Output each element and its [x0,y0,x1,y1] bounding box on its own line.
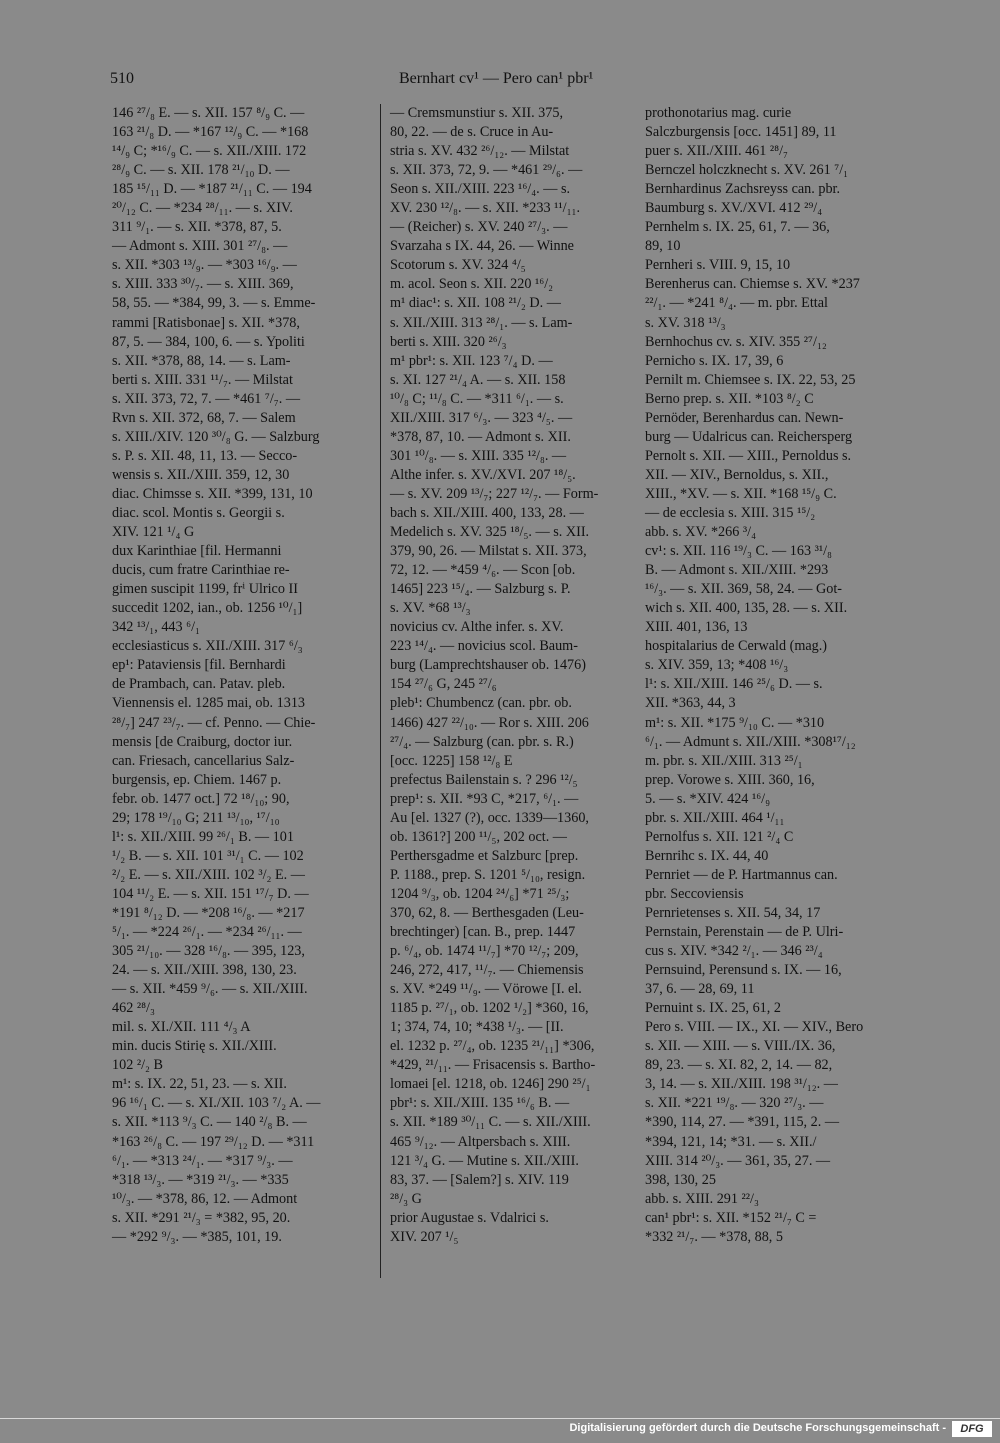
index-line: 1465] 223 ¹⁵/₄. — Salzburg s. P. [390,581,571,598]
index-line: can. Friesach, cancellarius Salz- [112,752,295,769]
index-line: *390, 114, 27. — *391, 115, 2. — [645,1114,840,1131]
index-line: Pernöder, Berenhardus can. Newn- [645,409,844,426]
index-line: Pernstain, Perenstain — de P. Ulri- [645,924,844,941]
index-line: 305 ²¹/₁₀. — 328 ¹⁶/₈. — 395, 123, [112,943,305,960]
index-line: ²²/₁. — *241 ⁸/₄. — m. pbr. Ettal [645,295,828,312]
index-line: m¹ pbr¹: s. XII. 123 ⁷/₄ D. — [390,352,553,369]
index-line: 1185 p. ²⁷/₁, ob. 1202 ¹/₂] *360, 16, [390,1000,589,1017]
index-line: 37, 6. — 28, 69, 11 [645,981,755,998]
index-line: prep. Vorowe s. XIII. 360, 16, [645,771,815,788]
index-line: Pernheri s. VIII. 9, 15, 10 [645,257,791,274]
index-line: Baumburg s. XV./XVI. 412 ²⁹/₄ [645,200,823,217]
index-line: XII. — XIV., Bernoldus, s. XII., [645,466,829,483]
index-line: hospitalarius de Cerwald (mag.) [645,638,828,655]
index-line: B. — Admont s. XII./XIII. *293 [645,562,829,579]
index-line: XIII. 314 ²⁰/₃. — 361, 35, 27. — [645,1152,831,1169]
index-line: ¹⁰/₈ C; ¹¹/₈ C. — *311 ⁶/₁. — s. [390,390,564,407]
index-column-1 [112,104,372,1247]
index-line: s. XII. *113 ⁹/₃ C. — 140 ²/₈ B. — [112,1114,307,1131]
column-rule [380,104,381,1278]
index-line: s. XII. — XIII. — s. VIII./IX. 36, [645,1038,836,1055]
index-line: prefectus Bailenstain s. ? 296 ¹²/₅ [390,771,578,788]
index-line: *191 ⁸/₁₂ D. — *208 ¹⁶/₈. — *217 [112,904,305,921]
index-line: p. ⁶/₄, ob. 1474 ¹¹/₇] *70 ¹²/₇; 209, [390,943,579,960]
index-line: berti s. XIII. 320 ²⁶/₃ [390,333,507,350]
index-line: burg — Udalricus can. Reichersperg [645,428,853,445]
index-line: m. acol. Seon s. XII. 220 ¹⁶/₂ [390,276,554,293]
index-line: 89, 23. — s. XI. 82, 2, 14. — 82, [645,1057,833,1074]
index-line: Svarzaha s IX. 44, 26. — Winne [390,238,574,255]
index-line: pleb¹: Chumbencz (can. pbr. ob. [390,695,572,712]
index-line: brechtinger) [can. B., prep. 1447 [390,924,576,941]
index-line: 102 ²/₂ B [112,1057,163,1074]
index-line: *429, ²¹/₁₁. — Frisacensis s. Bartho- [390,1057,596,1074]
index-line: 3, 14. — s. XII./XIII. 198 ³¹/₁₂. — [645,1076,838,1093]
index-line: ²/₂ E. — s. XII./XIII. 102 ³/₂ E. — [112,866,305,883]
index-line: — (Reicher) s. XV. 240 ²⁷/₃. — [390,219,568,236]
index-line: stria s. XV. 432 ²⁶/₁₂. — Milstat [390,143,570,160]
index-line: 96 ¹⁶/₁ C. — s. XI./XII. 103 ⁷/₂ A. — [112,1095,321,1112]
index-line: XIII. 401, 136, 13 [645,619,748,636]
index-line: 72, 12. — *459 ⁴/₆. — Scon [ob. [390,562,576,579]
index-line: — *292 ⁹/₃. — *385, 101, 19. [112,1228,282,1245]
index-line: XII./XIII. 317 ⁶/₃. — 323 ⁴/₅. — [390,409,573,426]
index-line: abb. s. XIII. 291 ²²/₃ [645,1190,759,1207]
index-line: Viennensis el. 1285 mai, ob. 1313 [112,695,306,712]
index-line: ⁵/₁. — *224 ²⁶/₁. — *234 ²⁶/₁₁. — [112,924,302,941]
index-line: s. XIII./XIV. 120 ³⁰/₈ G. — Salzburg [112,428,320,445]
index-line: XIV. 121 ¹/₄ G [112,524,195,541]
index-line: burg (Lamprechtshauser ob. 1476) [390,657,586,674]
index-line: Perthersgadme et Salzburc [prep. [390,847,579,864]
index-line: XII. *363, 44, 3 [645,695,736,712]
index-line: s. P. s. XII. 48, 11, 13. — Secco- [112,447,298,464]
index-line: ecclesiasticus s. XII./XIII. 317 ⁶/₃ [112,638,303,655]
index-line: pbr. s. XII./XIII. 464 ¹/₁₁ [645,809,785,826]
index-line: *378, 87, 10. — Admont s. XII. [390,428,571,445]
index-line: P. 1188., prep. S. 1201 ⁵/₁₀, resign. [390,866,586,883]
index-line: 146 ²⁷/₈ E. — s. XII. 157 ⁸/₉ C. — [112,105,305,121]
index-line: dux Karinthiae [fil. Hermanni [112,543,282,560]
page-number: 510 [110,70,134,87]
index-line: 5. — s. *XIV. 424 ¹⁶/₉ [645,790,771,807]
index-line: 163 ²¹/₈ D. — *167 ¹²/₉ C. — *168 [112,124,309,141]
index-line: — Admont s. XIII. 301 ²⁷/₈. — [112,238,288,255]
index-line: s. XIV. 359, 13; *408 ¹⁶/₃ [645,657,789,674]
index-line: 398, 130, 25 [645,1171,716,1188]
index-column-2 [390,104,634,1247]
index-line: m. pbr. s. XII./XIII. 313 ²⁵/₁ [645,752,803,769]
index-line: ducis, cum fratre Carinthiae re- [112,562,290,579]
index-line: Pernuint s. IX. 25, 61, 2 [645,1000,781,1017]
index-line: Berno prep. s. XII. *103 ⁸/₂ C [645,390,814,407]
index-line: 1; 374, 74, 10; *438 ¹/₃. — [II. [390,1019,564,1036]
index-line: Medelich s. XV. 325 ¹⁸/₅. — s. XII. [390,524,590,541]
index-line: ⁶/₁. — *313 ²⁴/₁. — *317 ⁹/₃. — [112,1152,293,1169]
index-line: ep¹: Pataviensis [fil. Bernhardi [112,657,286,674]
index-line: berti s. XIII. 331 ¹¹/₇. — Milstat [112,371,293,388]
index-line: Salczburgensis [occ. 1451] 89, 11 [645,124,837,141]
index-line: ¹/₂ B. — s. XII. 101 ³¹/₁ C. — 102 [112,847,304,864]
index-line: Pernrietenses s. XII. 54, 34, 17 [645,904,821,921]
index-line: XV. 230 ¹²/₈. — s. XII. *233 ¹¹/₁₁. [390,200,581,217]
index-line: gimen suscipit 1199, frⁱ Ulrico II [112,581,298,598]
index-line: s. XV. 318 ¹³/₃ [645,314,726,331]
index-line: *394, 121, 14; *31. — s. XII./ [645,1133,817,1150]
index-line: ⁶/₁. — Admunt s. XII./XIII. *308¹⁷/₁₂ [645,733,856,750]
index-line: XIII., *XV. — s. XII. *168 ¹⁵/₉ C. [645,485,837,502]
index-line: s. XII. *221 ¹⁹/₈. — 320 ²⁷/₃. — [645,1095,824,1112]
index-line: prothonotarius mag. curie [645,105,792,121]
index-line: ²⁸/₃ G [390,1190,422,1207]
index-line: cv¹: s. XII. 116 ¹⁹/₃ C. — 163 ³¹/₈ [645,543,832,560]
index-line: ¹⁰/₃. — *378, 86, 12. — Admont [112,1190,298,1207]
index-line: bach s. XII./XIII. 400, 133, 28. — [390,504,584,521]
index-line: s. XV. *249 ¹¹/₉. — Vörowe [I. el. [390,981,582,998]
index-line: 185 ¹⁵/₁₁ D. — *187 ²¹/₁₁ C. — 194 [112,181,312,198]
index-line: 311 ⁹/₁. — s. XII. *378, 87, 5. [112,219,282,236]
index-line: — s. XV. 209 ¹³/₇; 227 ¹²/₇. — Form- [390,485,599,502]
index-line: 80, 22. — de s. Cruce in Au- [390,124,554,141]
index-line: Pernicho s. IX. 17, 39, 6 [645,352,784,369]
index-line: mil. s. XI./XII. 111 ⁴/₃ A [112,1019,251,1036]
index-line: 154 ²⁷/₆ G, 245 ²⁷/₆ [390,676,497,693]
index-line: l¹: s. XII./XIII. 99 ²⁶/₁ B. — 101 [112,828,294,845]
index-line: s. XII. 373, 72, 9. — *461 ²⁹/₆. — [390,162,583,179]
index-line: Pernilt m. Chiemsee s. IX. 22, 53, 25 [645,371,856,388]
index-line: Althe infer. s. XV./XVI. 207 ¹⁸/₅. [390,466,576,483]
index-line: m¹: s. IX. 22, 51, 23. — s. XII. [112,1076,287,1093]
index-line: 87, 5. — 384, 100, 6. — s. Ypoliti [112,333,305,350]
footer-credit: Digitalisierung gefördert durch die Deutsche Forschungsgemeinschaft - [569,1422,946,1434]
index-line: *163 ²⁶/₈ C. — 197 ²⁹/₁₂ D. — *311 [112,1133,315,1150]
index-line: s. XII. *378, 88, 14. — s. Lam- [112,352,291,369]
footer-rule [0,1418,1000,1419]
index-line: Pernolt s. XII. — XIII., Pernoldus s. [645,447,852,464]
index-line: Au [el. 1327 (?), occ. 1339—1360, [390,809,589,826]
index-line: s. XV. *68 ¹³/₃ [390,600,471,617]
index-line: s. XII. *291 ²¹/₃ = *382, 95, 20. [112,1209,291,1226]
index-line: 121 ³/₄ G. — Mutine s. XII./XIII. [390,1152,579,1169]
index-line: Pernhelm s. IX. 25, 61, 7. — 36, [645,219,830,236]
index-line: 246, 272, 417, ¹¹/₇. — Chiemensis [390,962,584,979]
index-line: pbr¹: s. XII./XIII. 135 ¹⁶/₆ B. — [390,1095,570,1112]
index-line: s. XIII. 333 ³⁰/₇. — s. XIII. 369, [112,276,294,293]
dfg-logo: DFG [952,1421,992,1437]
index-line: — s. XII. *459 ⁹/₆. — s. XII./XIII. [112,981,308,998]
index-line: 370, 62, 8. — Berthesgaden (Leu- [390,904,584,921]
index-line: 24. — s. XII./XIII. 398, 130, 23. [112,962,297,979]
index-line: min. ducis Stirię s. XII./XIII. [112,1038,277,1055]
index-line: ²⁸/₉ C. — s. XII. 178 ²¹/₁₀ D. — [112,162,290,179]
index-line: diac. scol. Montis s. Georgii s. [112,504,285,521]
index-line: 342 ¹³/₁, 443 ⁶/₁ [112,619,200,636]
index-line: Bernhardinus Zachsreyss can. pbr. [645,181,841,198]
index-column-3 [645,104,903,1247]
index-line: ²⁸/₇] 247 ²³/₇. — cf. Penno. — Chie- [112,714,316,731]
index-line: l¹: s. XII./XIII. 146 ²⁵/₆ D. — s. [645,676,823,693]
index-line: prior Augustae s. Vdalrici s. [390,1209,549,1226]
index-line: — de ecclesia s. XIII. 315 ¹⁵/₂ [645,504,816,521]
index-line: Bernhochus cv. s. XIV. 355 ²⁷/₁₂ [645,333,827,350]
index-line: *318 ¹³/₃. — *319 ²¹/₃. — *335 [112,1171,289,1188]
index-line: succedit 1202, ian., ob. 1256 ¹⁰/₁] [112,600,303,617]
index-line: Scotorum s. XV. 324 ⁴/₅ [390,257,526,274]
index-line: Pernriet — de P. Hartmannus can. [645,866,838,883]
index-line: 29; 178 ¹⁹/₁₀ G; 211 ¹³/₁₀, ¹⁷/₁₀ [112,809,280,826]
index-line: puer s. XII./XIII. 461 ²⁸/₇ [645,143,788,160]
index-line: ²⁰/₁₂ C. — *234 ²⁸/₁₁. — s. XIV. [112,200,293,217]
index-line: 465 ⁹/₁₂. — Altpersbach s. XIII. [390,1133,571,1150]
index-line: 462 ²⁸/₃ [112,1000,155,1017]
index-line: rammi [Ratisbonae] s. XII. *378, [112,314,300,331]
index-line: Seon s. XII./XIII. 223 ¹⁶/₄. — s. [390,181,571,198]
index-line: s. XII. *303 ¹³/₉. — *303 ¹⁶/₉. — [112,257,297,274]
index-line: lomaei [el. 1218, ob. 1246] 290 ²⁵/₁ [390,1076,591,1093]
index-line: burgensis, ep. Chiem. 1467 p. [112,771,282,788]
index-line: el. 1232 p. ²⁷/₄, ob. 1235 ²¹/₁₁] *306, [390,1038,595,1055]
index-line: 1204 ⁹/₃, ob. 1204 ²⁴/₆] *71 ²⁵/₃; [390,885,570,902]
index-line: ¹⁶/₃. — s. XII. 369, 58, 24. — Got- [645,581,842,598]
index-line: Pernsuind, Perensund s. IX. — 16, [645,962,842,979]
index-line: prep¹: s. XII. *93 C, *217, ⁶/₁. — [390,790,579,807]
index-line: 83, 37. — [Salem?] s. XIV. 119 [390,1171,569,1188]
index-line: m¹ diac¹: s. XII. 108 ²¹/₂ D. — [390,295,561,312]
index-line: s. XII./XIII. 313 ²⁸/₁. — s. Lam- [390,314,573,331]
index-line: abb. s. XV. *266 ³/₄ [645,524,757,541]
index-line: [occ. 1225] 158 ¹²/₈ E [390,752,513,769]
index-line: novicius cv. Althe infer. s. XV. [390,619,564,636]
index-line: ¹⁴/₉ C; *¹⁶/₉ C. — s. XII./XIII. 172 [112,143,307,160]
index-line: 379, 90, 26. — Milstat s. XII. 373, [390,543,587,560]
index-line: Bernrihc s. IX. 44, 40 [645,847,769,864]
index-line: cus s. XIV. *342 ²/₁. — 346 ²³/₄ [645,943,823,960]
index-line: *332 ²¹/₇. — *378, 88, 5 [645,1228,783,1245]
index-line: Bernczel holczknecht s. XV. 261 ⁷/₁ [645,162,849,179]
index-line: diac. Chimsse s. XII. *399, 131, 10 [112,485,313,502]
index-line: s. XI. 127 ²¹/₄ A. — s. XII. 158 [390,371,566,388]
index-line: ²⁷/₄. — Salzburg (can. pbr. s. R.) [390,733,574,750]
index-line: 104 ¹¹/₂ E. — s. XII. 151 ¹⁷/₇ D. — [112,885,309,902]
running-head: Bernhart cv¹ — Pero can¹ pbr¹ [399,70,594,87]
index-line: 58, 55. — *384, 99, 3. — s. Emme- [112,295,316,312]
index-line: febr. ob. 1477 oct.] 72 ¹⁸/₁₀; 90, [112,790,290,807]
index-line: m¹: s. XII. *175 ⁹/₁₀ C. — *310 [645,714,825,731]
index-line: 301 ¹⁰/₈. — s. XIII. 335 ¹²/₈. — [390,447,567,464]
index-line: 1466) 427 ²²/₁₀. — Ror s. XIII. 206 [390,714,589,731]
index-line: — Cremsmunstiur s. XII. 375, [390,105,564,121]
index-line: Pernolfus s. XII. 121 ²/₄ C [645,828,794,845]
index-line: 223 ¹⁴/₄. — novicius scol. Baum- [390,638,578,655]
index-line: wich s. XII. 400, 135, 28. — s. XII. [645,600,848,617]
index-line: de Prambach, can. Patav. pleb. [112,676,286,693]
index-line: can¹ pbr¹: s. XII. *152 ²¹/₇ C = [645,1209,817,1226]
index-line: s. XII. 373, 72, 7. — *461 ⁷/₇. — [112,390,301,407]
index-line: pbr. Seccoviensis [645,885,744,902]
index-line: 89, 10 [645,238,681,255]
index-line: wensis s. XII./XIII. 359, 12, 30 [112,466,290,483]
index-line: s. XII. *189 ³⁰/₁₁ C. — s. XII./XIII. [390,1114,591,1131]
index-line: Pero s. VIII. — IX., XI. — XIV., Bero [645,1019,864,1036]
index-line: Berenherus can. Chiemse s. XV. *237 [645,276,860,293]
index-line: Rvn s. XII. 372, 68, 7. — Salem [112,409,296,426]
index-line: XIV. 207 ¹/₅ [390,1228,459,1245]
index-line: mensis [de Craiburg, doctor iur. [112,733,293,750]
index-line: ob. 1361?] 200 ¹¹/₅, 202 oct. — [390,828,567,845]
